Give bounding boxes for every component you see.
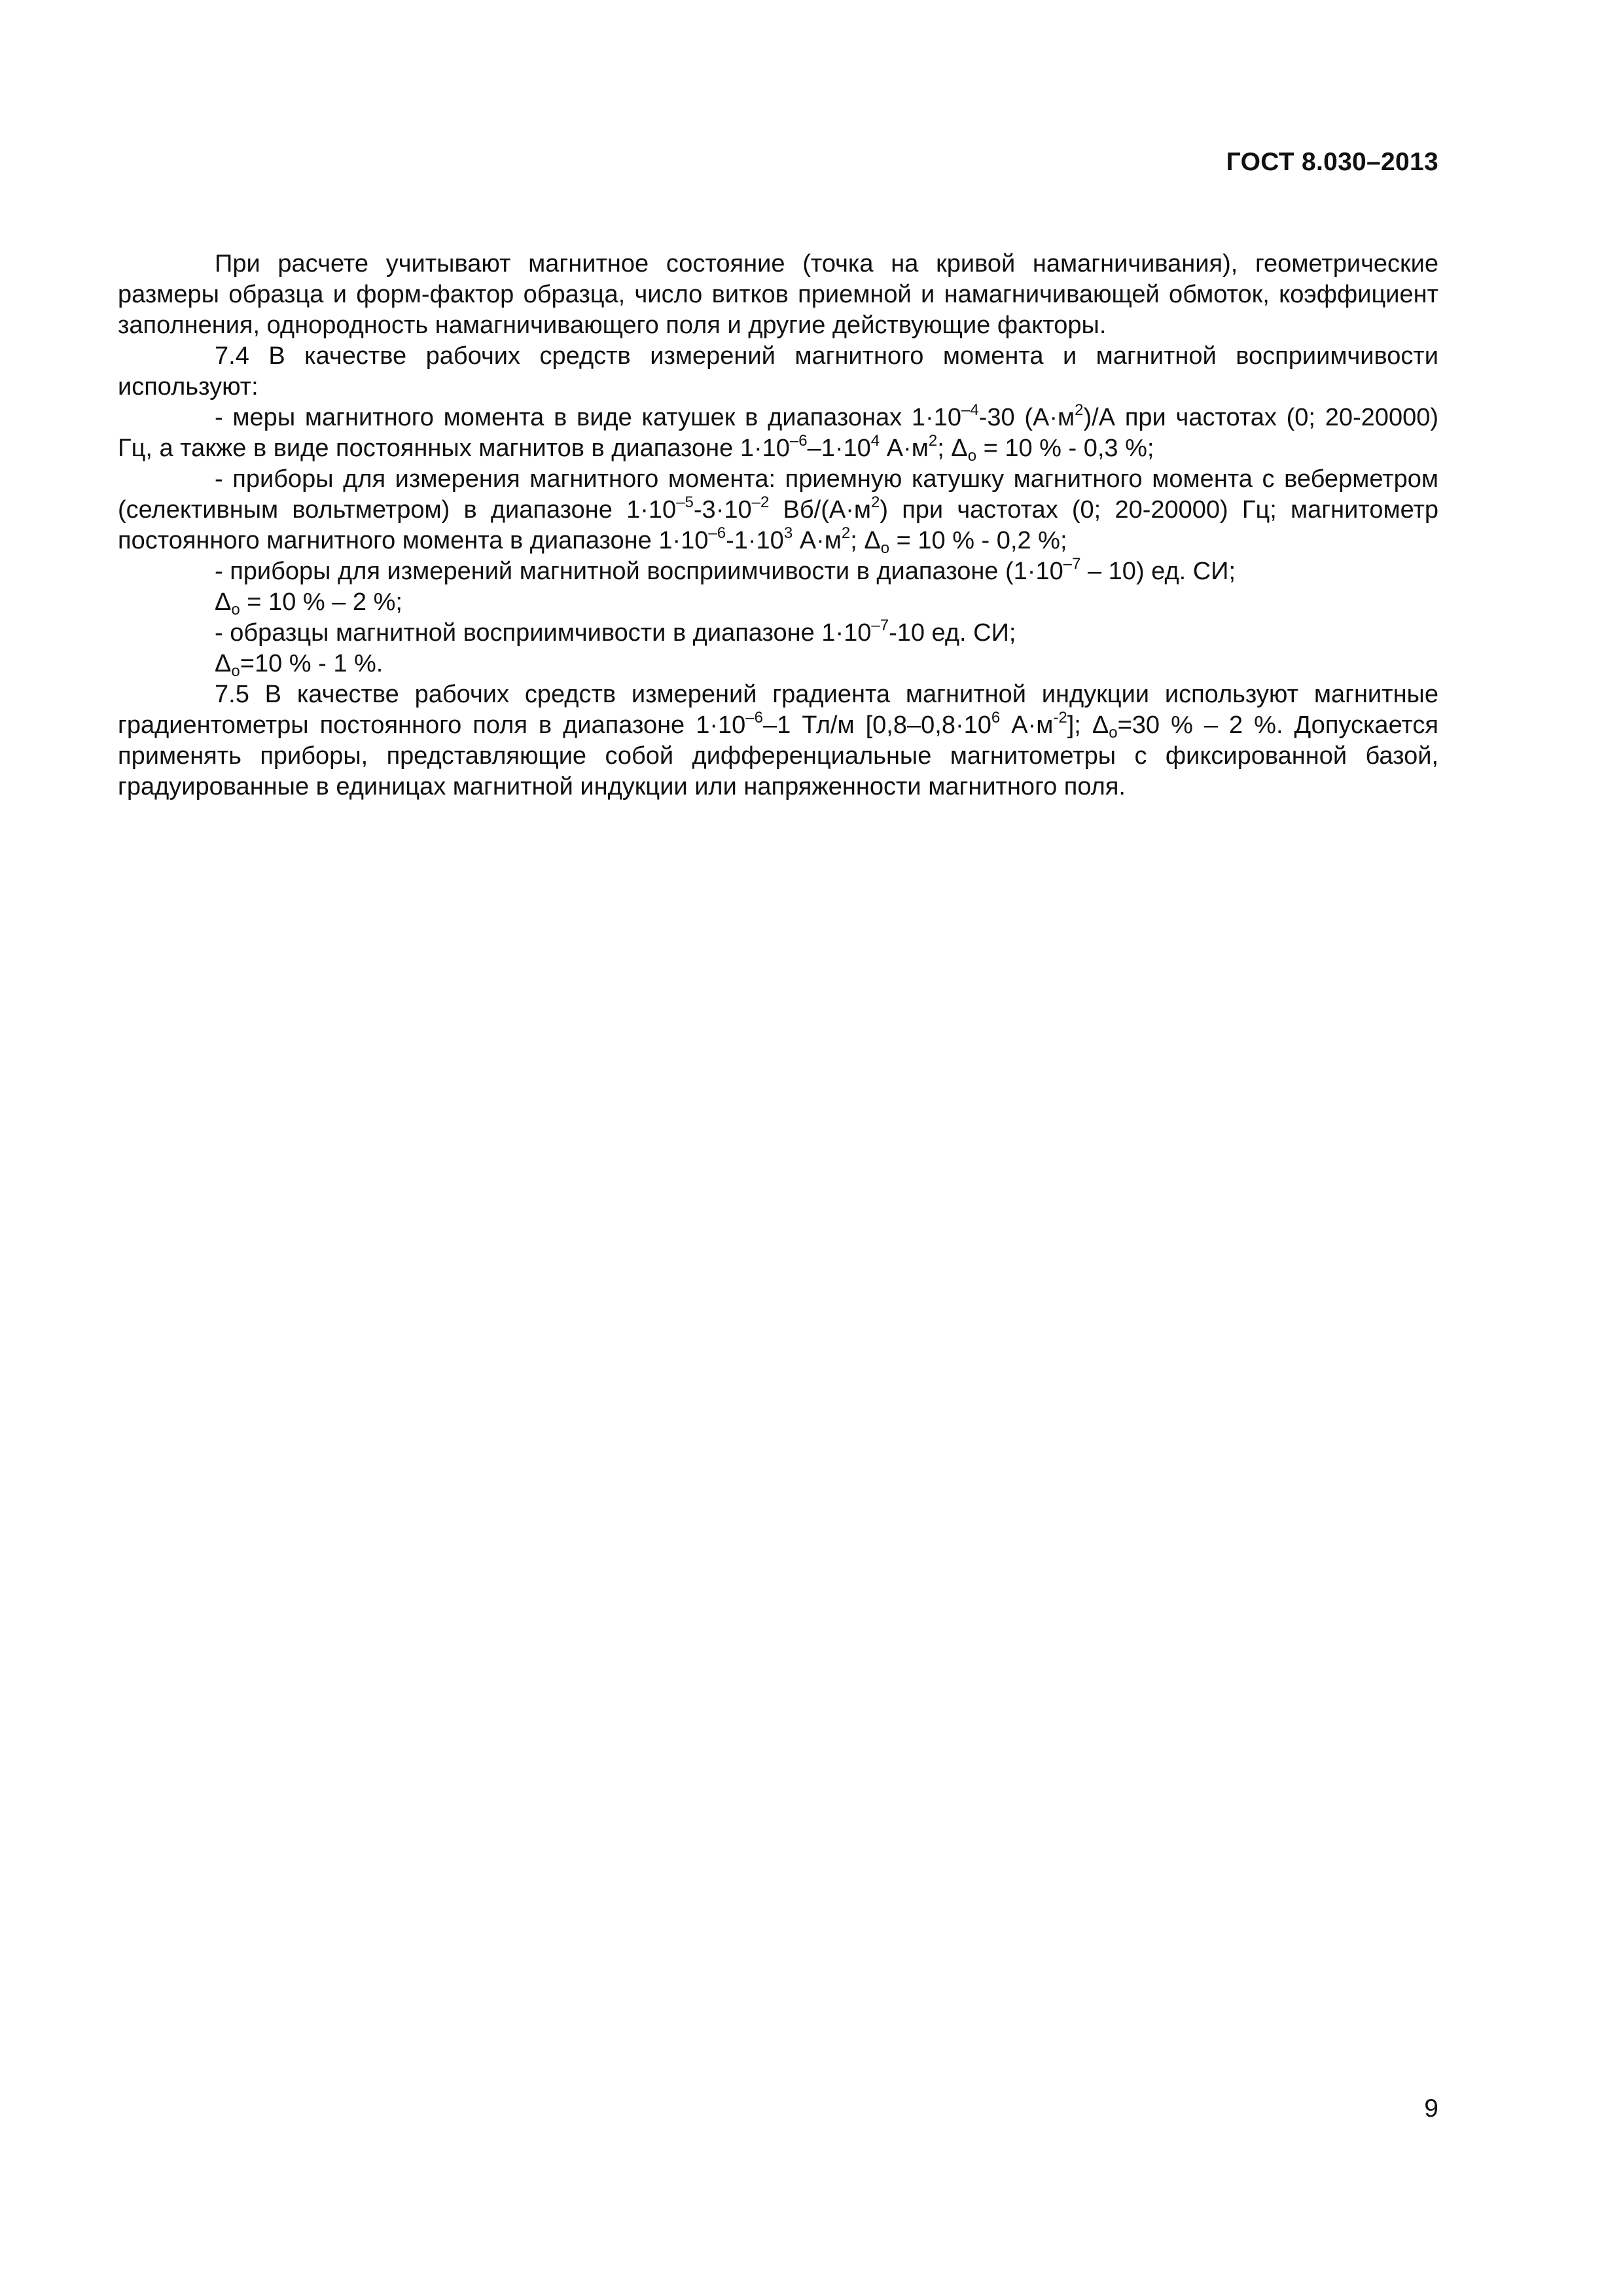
list-item-susceptibility-instruments: - приборы для измерений магнитной восприимчивости в диапазоне $(1\cdot 10^{-7} - 10)$ ед. СИ; (215, 555, 1236, 585)
paragraph-calculation-factors: При расчете учитывают магнитное состояние (точка на кривой намагничивания), геометрические размеры образца и форм-фактор образца, число витков приемной и намагничивающей обмоток, коэффициент заполнения, однородность намагничивающего поля и другие действующие факторы. (118, 250, 1438, 339)
document-body (118, 249, 1438, 802)
error-limit-susceptibility-samples: $\Delta_о=10$ % - 1 %. (215, 650, 383, 680)
error-limit-susceptibility-instruments: $\Delta_о = 10$ % – 2 %; (215, 588, 402, 619)
page-number: 9 (1424, 2094, 1438, 2123)
paragraph-7-5-gradient-instruments: 7.5 В качестве рабочих средств измерений градиента магнитной индукции используют магнитные градиентометры постоянного поля в диапазоне $1\cdot 10^{-6}-1$ Тл/м [$0,8-0,8\cdot 10^6$ $А\cdot м^{-2}$]; $\Delta_о=30$ % – 2 %. Допускается применять приборы, представляющие собой дифференциальные магнитометры с фиксированной базой, градуированные в единицах магнитной индукции или напряженности магнитного поля. (118, 681, 1438, 800)
list-item-magnetic-moment-instruments: - приборы для измерения магнитного момента: приемную катушку магнитного момента с веберметром (селективным вольтметром) в диапазоне $1\cdot 10^{-5}-3\cdot 10^{-2}$ $Вб/(А\cdot м^2)$ при частотах (0; 20-20000) Гц; магнитометр постоянного магнитного момента в диапазоне $1\cdot 10^{-6}-1\cdot 10^3$ $А\cdot м^2$; $\Delta_о = 10$ % - 0,2 %; (118, 465, 1438, 557)
paragraph-7-4-intro: 7.4 В качестве рабочих средств измерений магнитного момента и магнитной восприимчивости используют: (118, 342, 1438, 401)
list-item-susceptibility-samples: - образцы магнитной восприимчивости в диапазоне $1\cdot 10^{-7}-10$ ед. СИ; (215, 617, 1016, 647)
document-standard-number: ГОСТ 8.030–2013 (1226, 148, 1438, 176)
list-item-magnetic-moment-measures: - меры магнитного момента в виде катушек в диапазонах $1\cdot 10^{-4}-30$ $(А\cdot м^2)/А$ при частотах (0; 20-20000) Гц, а также в виде постоянных магнитов в диапазоне $1\cdot 10^{-6}-1\cdot 10^4$ $А\cdot м^2$; $\Delta_о = 10$ % - 0,3 %; (118, 401, 1438, 465)
